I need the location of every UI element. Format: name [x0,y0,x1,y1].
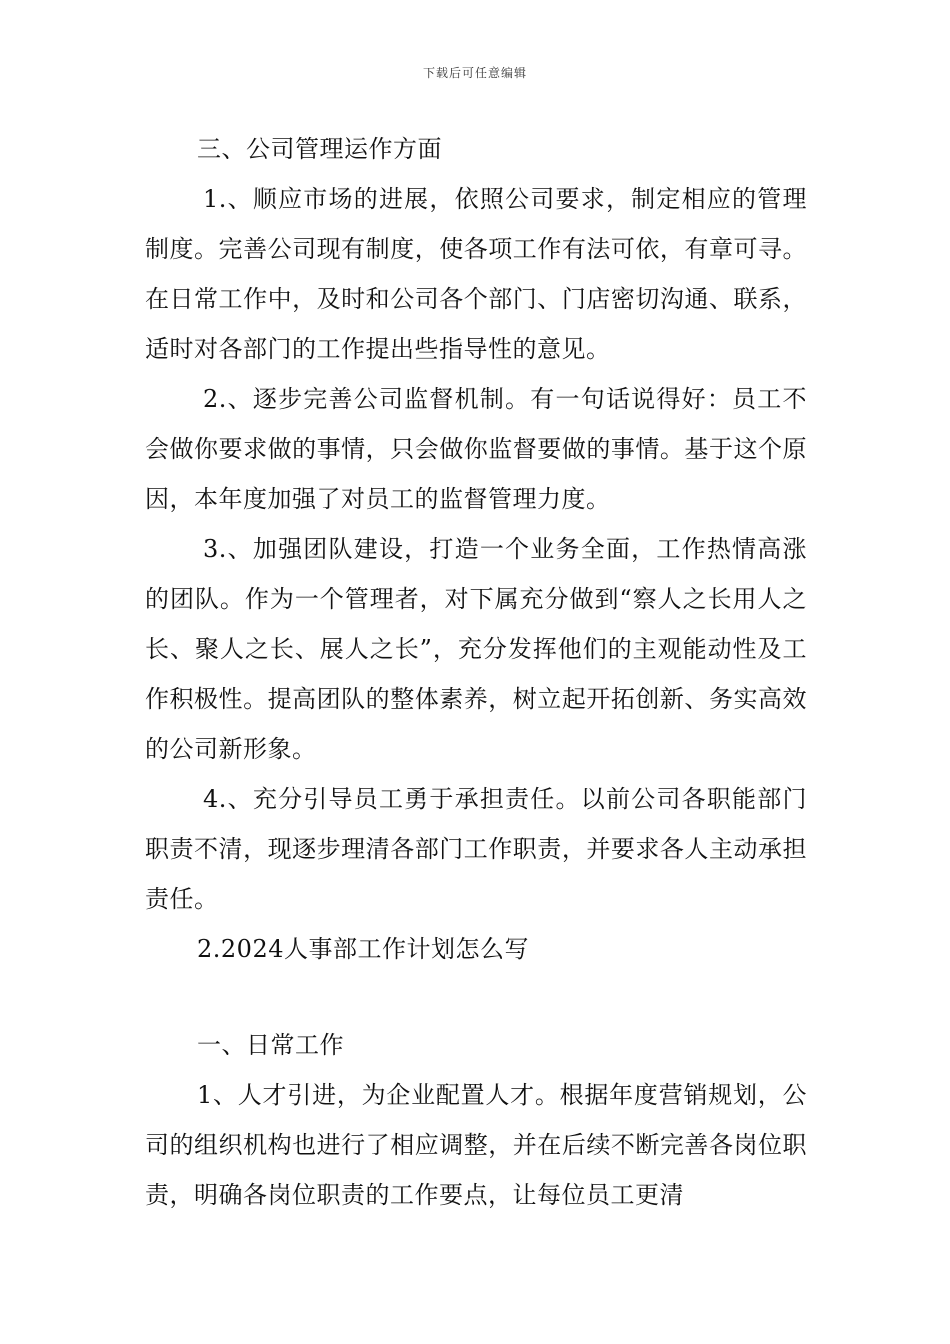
document-body [145,124,807,1220]
paragraph-3: 3.、加强团队建设，打造一个业务全面，工作热情高涨的团队。作为一个管理者，对下属充分做到“察人之长用人之长、聚人之长、展人之长”，充分发挥他们的主观能动性及工作积极性。提高团队的整体素养，树立起开拓创新、务实高效的公司新形象。 [145,535,807,763]
paragraph-1: 1.、顺应市场的进展，依照公司要求，制定相应的管理制度。完善公司现有制度，使各项工作有法可依，有章可寻。在日常工作中，及时和公司各个部门、门店密切沟通、联系，适时对各部门的工作提出些指导性的意见。 [145,185,807,363]
article-title: 2.2024人事部工作计划怎么写 [197,935,529,963]
page-header: 下载后可任意编辑 [422,66,527,80]
section-heading-daily-work: 一、日常工作 [197,1031,344,1059]
paragraph-4: 4.、充分引导员工勇于承担责任。以前公司各职能部门职责不清，现逐步理清各部门工作职责，并要求各人主动承担责任。 [145,785,807,913]
paragraph-talent: 1、人才引进，为企业配置人才。根据年度营销规划，公司的组织机构也进行了相应调整，并在后续不断完善各岗位职责，明确各岗位职责的工作要点，让每位员工更清 [145,1081,807,1209]
section-heading-management: 三、公司管理运作方面 [197,135,442,163]
paragraph-2: 2.、逐步完善公司监督机制。有一句话说得好：员工不会做你要求做的事情，只会做你监督要做的事情。基于这个原因，本年度加强了对员工的监督管理力度。 [145,385,807,513]
